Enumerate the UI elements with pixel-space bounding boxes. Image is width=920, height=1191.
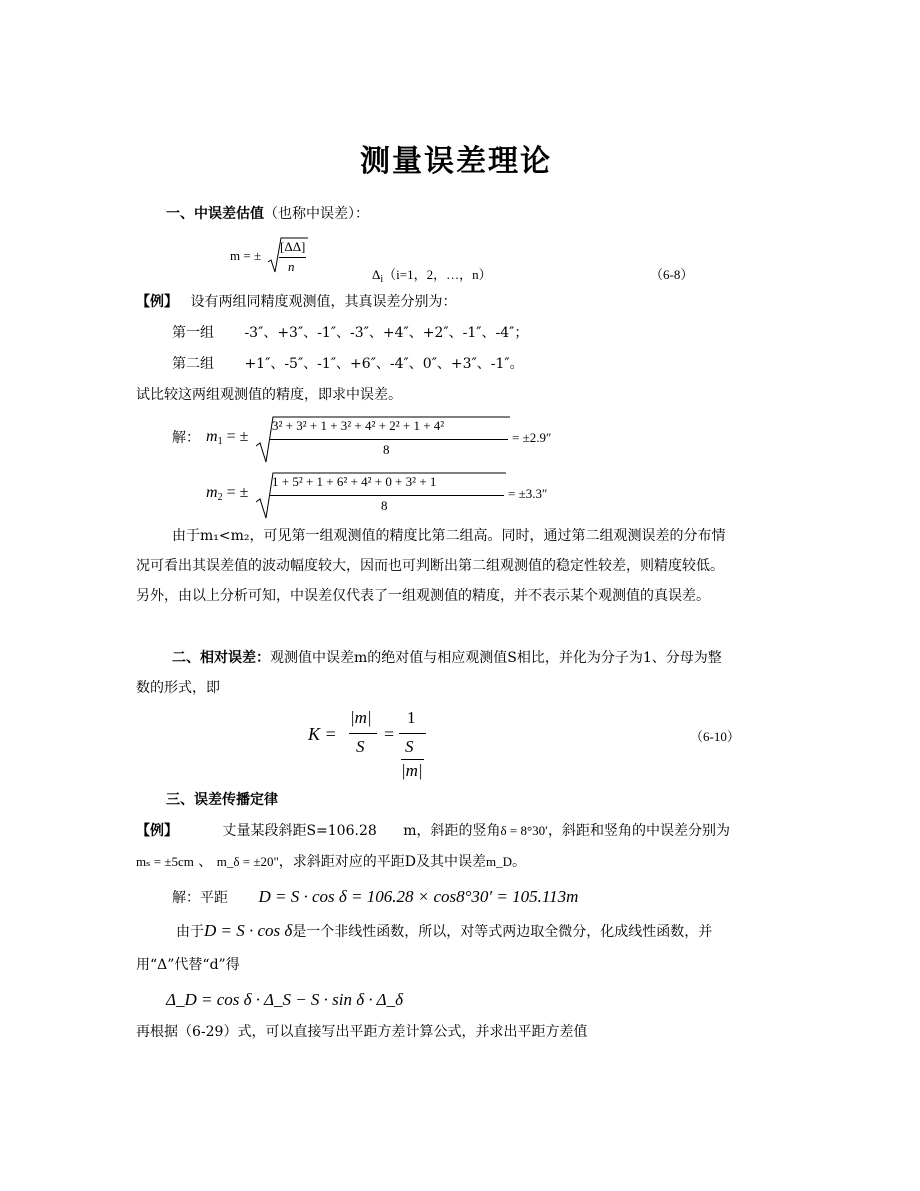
m1-numerator: 3² + 3² + 1 + 3² + 4² + 2² + 1 + 4² [272, 418, 445, 433]
k-fraction-bar-3 [401, 759, 424, 760]
md-value: m_δ = ±20" [216, 854, 279, 869]
example-2-line-2 [136, 852, 526, 872]
m2-fraction-bar [270, 495, 504, 496]
example-2-part-1: 丈量某段斜距S=106.28 [222, 823, 377, 839]
m2-denominator: 8 [381, 498, 388, 513]
index-range: （i=1，2，…，n） [383, 267, 492, 282]
k-fraction-bar-1 [349, 733, 377, 734]
section-3-heading: 三、误差传播定律 [166, 792, 278, 808]
page-title: 测量误差理论 [360, 144, 552, 179]
group-2-values: +1″、-5″、-1″、+6″、-4″、0″、+3″、-1″。 [244, 356, 524, 372]
example-2-part-3: ，斜距和竖角的中误差分别为 [548, 823, 730, 839]
differential-formula: Δ_D = cos δ · Δ_S − S · sin δ · Δ_δ [166, 990, 403, 1009]
example-1-text: 设有两组同精度观测值，其真误差分别为： [190, 294, 457, 310]
group-2-line [172, 354, 524, 374]
section-2-text-1: 观测值中误差m的绝对值与相应观测值S相比，并化为分子为1、分母为整 [270, 650, 722, 666]
k-den2-num: S [405, 737, 414, 756]
paragraph-3-formula: D = S · cos δ [204, 921, 293, 940]
group-1-label: 第一组 [172, 325, 214, 341]
ms-value: mₛ = ±5cm [136, 854, 194, 869]
solution-2-label: 解：平距 [172, 890, 228, 906]
k-den2-den: |m| [401, 761, 423, 780]
section-1-heading-note: （也称中误差）： [264, 206, 369, 222]
section-2-line-2: 数的形式，即 [136, 680, 220, 696]
example-2-line-1 [136, 821, 730, 841]
k-lhs: K = [308, 724, 337, 744]
k-den1: S [356, 737, 365, 756]
question-line: 试比较这两组观测值的精度，即求中误差。 [136, 387, 402, 403]
section-2-line-1 [172, 648, 722, 668]
paragraph-3-rest: 是一个非线性函数，所以，对等式两边取全微分，化成线性函数，并 [292, 924, 713, 940]
ms-md-separator: 、 [198, 854, 213, 870]
formula-6-8-fraction-bar [279, 257, 306, 258]
example-2-label: 【例】 [136, 823, 178, 839]
group-2-label: 第二组 [172, 356, 214, 372]
paragraph-3-line-2: 用“Δ”代替“d”得 [136, 957, 240, 973]
example-2-end: 。 [512, 854, 526, 870]
group-1-values: -3″、+3″、-1″、-3″、+4″、+2″、-1″、-4″； [244, 325, 529, 341]
m1-denominator: 8 [383, 442, 390, 457]
formula-6-8-range [372, 264, 492, 285]
formula-6-8-numerator: [ΔΔ] [280, 239, 306, 254]
m1-plus-minus: = ± [226, 428, 249, 445]
m2-plus-minus: = ± [226, 484, 249, 501]
formula-6-8-denominator: n [288, 259, 295, 274]
final-line: 再根据（6-29）式，可以直接写出平距方差计算公式，并求出平距方差值 [136, 1024, 588, 1040]
m1-lhs [206, 428, 248, 447]
section-1-heading-text: 一、中误差估值 [166, 206, 264, 222]
example-2-part-2: m，斜距的竖角 [403, 823, 501, 839]
m2-lhs [206, 484, 248, 503]
example-1-label: 【例】 [136, 294, 178, 310]
delta-symbol: Δ [372, 267, 381, 282]
paragraph-3-line-1 [176, 921, 712, 942]
solution-2-formula: D = S · cos δ = 106.28 × cos8°30′ = 105.113m [258, 887, 579, 906]
conclusion-line-3: 另外，由以上分析可知，中误差仅代表了一组观测值的精度，并不表示某个观测值的真误差。 [136, 588, 710, 604]
equation-number-6-10: （6-10） [690, 729, 740, 744]
k-num2: 1 [407, 708, 416, 727]
section-1-heading [166, 204, 369, 224]
section-2-heading: 二、相对误差： [172, 650, 270, 666]
m2-result: = ±3.3″ [508, 486, 548, 501]
m2-subscript: 2 [217, 492, 223, 503]
m1-subscript: 1 [217, 436, 223, 447]
paragraph-3-start: 由于 [176, 924, 204, 940]
delta-subscript: i [380, 274, 384, 285]
example-2-part-4: ，求斜距对应的平距D及其中误差 [278, 854, 486, 870]
conclusion-line-2: 况可看出其误差值的波动幅度较大，因而也可判断出第二组观测值的稳定性较差，则精度较低。 [136, 558, 724, 574]
k-num1: |m| [350, 708, 372, 727]
m1-fraction-bar [270, 439, 508, 440]
formula-6-8-lhs: m = ± [230, 248, 262, 263]
m1-result: = ±2.9″ [512, 430, 552, 445]
solution-2-line [172, 887, 578, 908]
m2-symbol: m [206, 484, 218, 501]
angle-value: δ = 8°30′ [500, 823, 548, 838]
solution-label: 解： [172, 430, 200, 446]
equation-number-6-8: （6-8） [650, 267, 694, 282]
group-1-line [172, 323, 528, 343]
m1-symbol: m [206, 428, 218, 445]
mD-symbol: m_D [486, 854, 512, 869]
k-equals: = [384, 724, 395, 744]
example-1 [136, 292, 456, 312]
conclusion-line-1: 由于m₁<m₂，可见第一组观测值的精度比第二组高。同时，通过第二组观测误差的分布情 [172, 528, 726, 544]
k-fraction-bar-2 [399, 733, 426, 734]
m2-numerator: 1 + 5² + 1 + 6² + 4² + 0 + 3² + 1 [272, 474, 437, 489]
